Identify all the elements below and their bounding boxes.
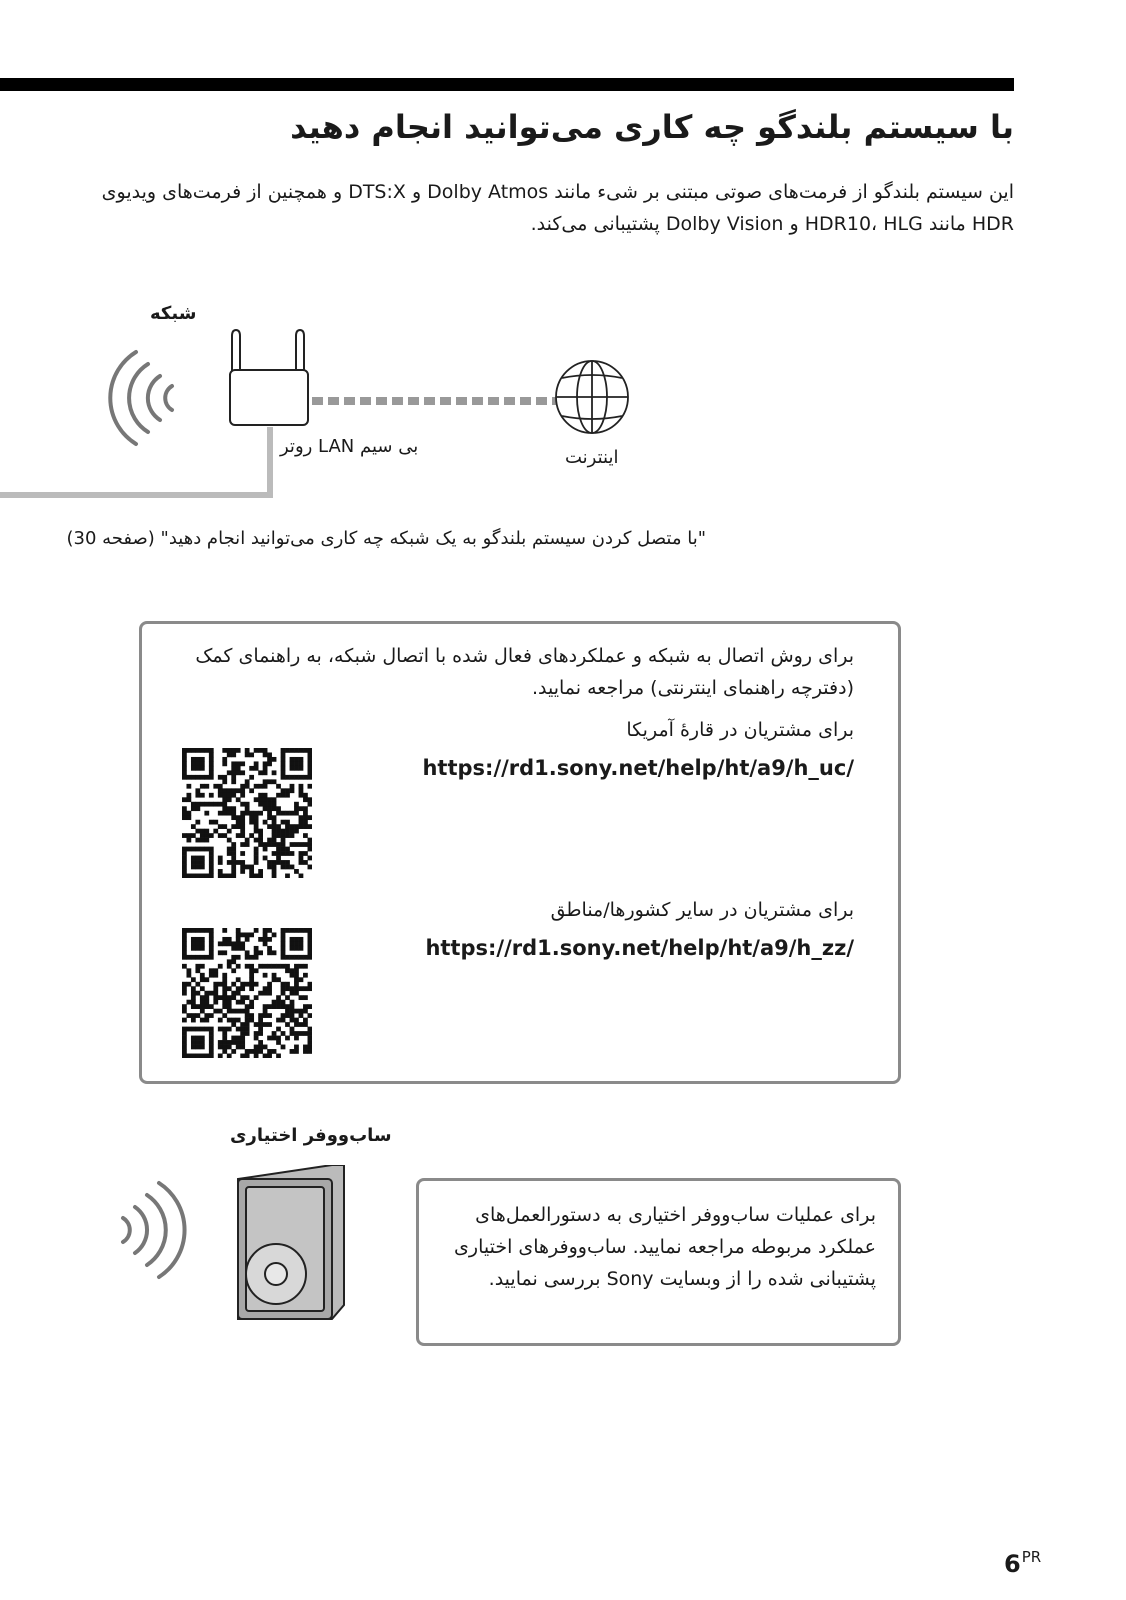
help-guide-text: برای روش اتصال به شبکه و عملکردهای فعال شده با اتصال شبکه، به راهنمای کمک (دفترچه راهنمای اینترنتی) مراجعه نمایید. [195, 645, 854, 699]
qr-code-icon[interactable] [182, 928, 312, 1058]
page-reference: "با متصل کردن سیستم بلندگو به یک شبکه چه کاری می‌توانید انجام دهید" (صفحه 30) [66, 528, 706, 549]
subwoofer-diagram [110, 1165, 360, 1345]
page-number-value: 6 [1004, 1550, 1021, 1578]
qr-code-icon[interactable] [182, 748, 312, 878]
subwoofer-icon [238, 1165, 344, 1319]
page-number-suffix: PR [1021, 1548, 1042, 1566]
help-guide-box [139, 621, 901, 1084]
wifi-waves-icon [110, 352, 172, 444]
network-label: شبکه [150, 303, 197, 324]
globe-icon [556, 361, 628, 433]
subwoofer-label: ساب‌ووفر اختیاری [230, 1125, 392, 1146]
subwoofer-text: برای عملیات ساب‌ووفر اختیاری به دستورالعمل‌های عملکرد مربوطه مراجعه نمایید. ساب‌ووفرهای اختیاری پشتیبانی شده را از وبسایت Sony بررسی نمایید. [454, 1204, 876, 1290]
region-label-americas: برای مشتریان در قارهٔ آمریکا [626, 719, 854, 741]
signal-waves-icon [123, 1183, 185, 1277]
page-title: با سیستم بلندگو چه کاری می‌توانید انجام دهید [290, 108, 1014, 146]
page-number [1004, 1548, 1041, 1578]
subwoofer-info-box [416, 1178, 901, 1346]
intro-paragraph: این سیستم بلندگو از فرمت‌های صوتی مبتنی بر شیء مانند Dolby Atmos و DTS:X و همچنین از فرمت‌های ویدیوی HDR مانند HDR10، HLG و Dolby Vision پشتیبانی می‌کند. [101, 181, 1014, 235]
network-diagram [0, 300, 680, 505]
help-url-other[interactable]: https://rd1.sony.net/help/ht/a9/h_zz/ [425, 936, 854, 960]
region-label-other: برای مشتریان در سایر کشورها/مناطق [550, 899, 854, 921]
top-rule [0, 78, 1014, 91]
router-icon [230, 330, 308, 425]
router-label: روتر LAN بی سیم [280, 436, 419, 457]
internet-label: اینترنت [565, 447, 619, 468]
help-url-americas[interactable]: https://rd1.sony.net/help/ht/a9/h_uc/ [422, 756, 854, 780]
